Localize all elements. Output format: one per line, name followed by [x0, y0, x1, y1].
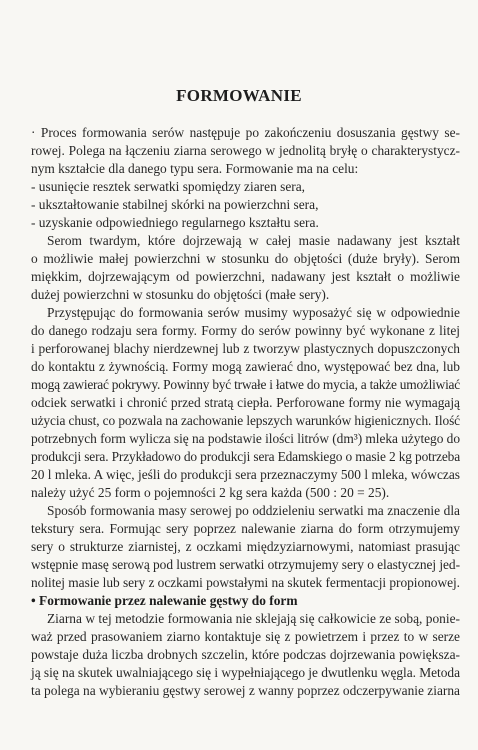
- text-line: Ziarna w tej metodzie formowania nie sklejają się całkowicie ze sobą, ponie-: [47, 611, 460, 626]
- section-heading: • Formowanie przez nalewanie gęstwy do form: [31, 593, 298, 608]
- text-line: - usunięcie resztek serwatki spomiędzy ziaren sera,: [31, 179, 306, 194]
- text-line: ta polega na wybieraniu gęstwy serowej z wanny poprzez odczerpywanie ziarna: [31, 683, 460, 698]
- text-line: sery o strukturze ziarnistej, z oczkami międzyziarnowymi, natomiast prasując: [31, 539, 460, 554]
- text-line: produkcji sera. Przykładowo do produkcji sera Edamskiego o masie 2 kg potrzeba: [31, 449, 460, 464]
- text-line: miękkim, dojrzewającym od powierzchni, nadawany jest kształt o możliwie: [31, 269, 460, 284]
- text-line: Serom twardym, które dojrzewają w całej masie nadawany jest kształt: [47, 233, 460, 248]
- text-line: tekstury sera. Formując sery poprzez nalewanie ziarna do form otrzymujemy: [31, 521, 460, 536]
- text-line: Sposób formowania masy serowej po oddzieleniu serwatki ma znaczenie dla: [47, 503, 460, 518]
- page-title: FORMOWANIE: [176, 86, 302, 105]
- text-line: do kontaktu z żywnością. Formy mogą zawierać dno, występować bez dna, lub: [31, 359, 460, 374]
- text-line: potrzebnych form wylicza się na podstawie ilości litrów (dm³) mleka użytego do: [31, 431, 460, 446]
- text-line: 20 l mleka. A więc, jeśli do produkcji sera przeznaczymy 500 l mleka, wówczas: [31, 467, 460, 482]
- text-line: nym kształcie dla danego typu sera. Formowanie ma na celu:: [31, 161, 359, 176]
- text-line: nolitej masie lub sery z oczkami powstałymi na skutek fermentacji propionowej.: [31, 575, 460, 590]
- text-line: użycia chust, co pozwala na zachowanie lepszych warunków higienicznych. Ilość: [31, 413, 460, 428]
- text-line: waż przed prasowaniem ziarno kontaktuje się z powietrzem i przez to w serze: [31, 629, 460, 644]
- text-line: - ukształtowanie stabilnej skórki na powierzchni sera,: [31, 197, 319, 212]
- text-line: o możliwie małej powierzchni w stosunku do objętości (duże bryły). Serom: [31, 251, 460, 266]
- text-line: Przystępując do formowania serów musimy wyposażyć się w odpowiednie: [47, 305, 460, 320]
- text-line: ją się na skutek uwalniającego się i wypełniającego je dwutlenku węgla. Metoda: [31, 665, 460, 680]
- text-line: do danego rodzaju sera formy. Formy do serów powinny być wykonane z litej: [31, 323, 460, 338]
- text-line: należy użyć 25 form o pojemności 2 kg sera każda (500 : 20 = 25).: [31, 485, 390, 500]
- text-line: - uzyskanie odpowiedniego regularnego kształtu sera.: [31, 215, 319, 230]
- text-line: · Proces formowania serów następuje po zakończeniu dosuszania gęstwy se-: [31, 125, 460, 140]
- text-line: mogą zawierać pokrywy. Powinny być trwałe i łatwe do mycia, a także umożliwiać: [31, 377, 460, 392]
- text-line: powstaje duża liczba drobnych szczelin, które podczas dojrzewania powiększa-: [31, 647, 460, 662]
- text-line: dużej powierzchni w stosunku do objętości (małe sery).: [31, 287, 330, 302]
- text-line: wstępnie masę serową pod lustrem serwatki otrzymujemy sery o elastycznej jed-: [31, 557, 460, 572]
- text-line: rowej. Polega na łączeniu ziarna serowego w jednolitą bryłę o charakterystycz-: [31, 143, 460, 158]
- text-line: i perforowanej blachy nierdzewnej lub z tworzyw plastycznych dopuszczonych: [31, 341, 460, 356]
- text-line: odciek serwatki i chronić przed stratą ciepła. Perforowane formy nie wymagają: [31, 395, 460, 410]
